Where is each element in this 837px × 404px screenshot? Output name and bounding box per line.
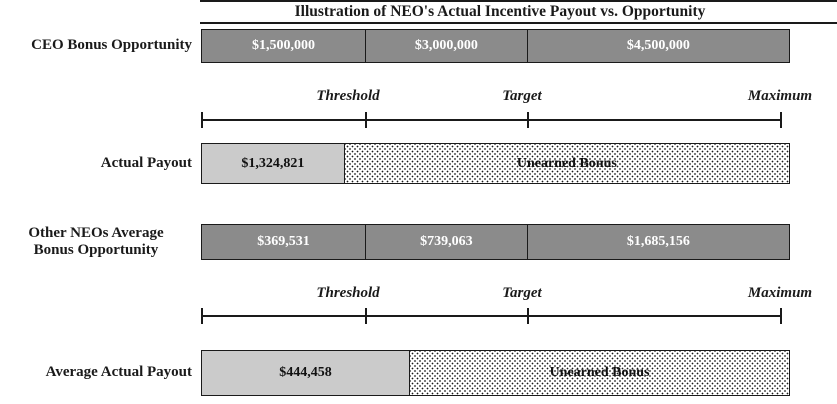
axis-line — [201, 119, 781, 121]
ceo-opportunity-bar — [201, 29, 790, 63]
other-neos-unearned-segment — [410, 350, 790, 396]
target-label: Target — [502, 88, 542, 104]
axis-tick-threshold — [365, 308, 367, 324]
other-neos-actual-payout-bar — [201, 350, 790, 396]
axis-scale-bottom — [201, 308, 781, 324]
other-neos-maximum-segment: $1,685,156 — [528, 224, 790, 260]
axis-tick-target — [527, 112, 529, 128]
axis-line — [201, 315, 781, 317]
other-neos-label-line2: Bonus Opportunity — [33, 242, 159, 258]
average-actual-payout-row-label — [0, 350, 192, 396]
axis-milestone-labels-top — [0, 88, 837, 108]
ceo-maximum-segment: $4,500,000 — [528, 29, 790, 63]
actual-payout-row-label — [0, 143, 192, 184]
ceo-unearned-bonus-text: Unearned Bonus — [516, 155, 617, 171]
ceo-opportunity-label-text: CEO Bonus Opportunity — [31, 37, 192, 54]
ceo-actual-payout-bar — [201, 143, 790, 184]
maximum-label: Maximum — [747, 285, 813, 301]
ceo-target-segment: $3,000,000 — [366, 29, 528, 63]
other-neos-opportunity-row-label — [0, 222, 192, 262]
axis-tick-start — [201, 112, 203, 128]
axis-tick-threshold — [365, 112, 367, 128]
axis-tick-target — [527, 308, 529, 324]
ceo-unearned-segment — [345, 143, 790, 184]
top-rule — [200, 0, 837, 2]
target-label: Target — [502, 285, 542, 301]
axis-tick-maximum — [780, 308, 782, 324]
axis-tick-maximum — [780, 112, 782, 128]
axis-tick-start — [201, 308, 203, 324]
chart-title: Illustration of NEO's Actual Incentive Payout vs. Opportunity — [294, 3, 706, 20]
other-neos-label-line1: Other NEOs Average — [28, 224, 164, 241]
maximum-label: Maximum — [747, 88, 813, 104]
axis-scale-top — [201, 112, 781, 128]
ceo-threshold-segment: $1,500,000 — [201, 29, 366, 63]
other-neos-opportunity-bar — [201, 224, 790, 260]
ceo-earned-segment: $1,324,821 — [201, 143, 345, 184]
threshold-label: Threshold — [316, 285, 380, 301]
other-neos-earned-segment: $444,458 — [201, 350, 410, 396]
axis-milestone-labels-bottom — [0, 285, 837, 305]
other-neos-threshold-segment: $369,531 — [201, 224, 366, 260]
average-actual-payout-label-text: Average Actual Payout — [45, 364, 192, 381]
ceo-opportunity-row-label — [0, 29, 192, 63]
threshold-label: Threshold — [316, 88, 380, 104]
title-underline — [200, 22, 837, 24]
actual-payout-label-text: Actual Payout — [100, 154, 192, 171]
other-neos-target-segment: $739,063 — [366, 224, 528, 260]
other-neos-unearned-bonus-text: Unearned Bonus — [549, 365, 650, 380]
